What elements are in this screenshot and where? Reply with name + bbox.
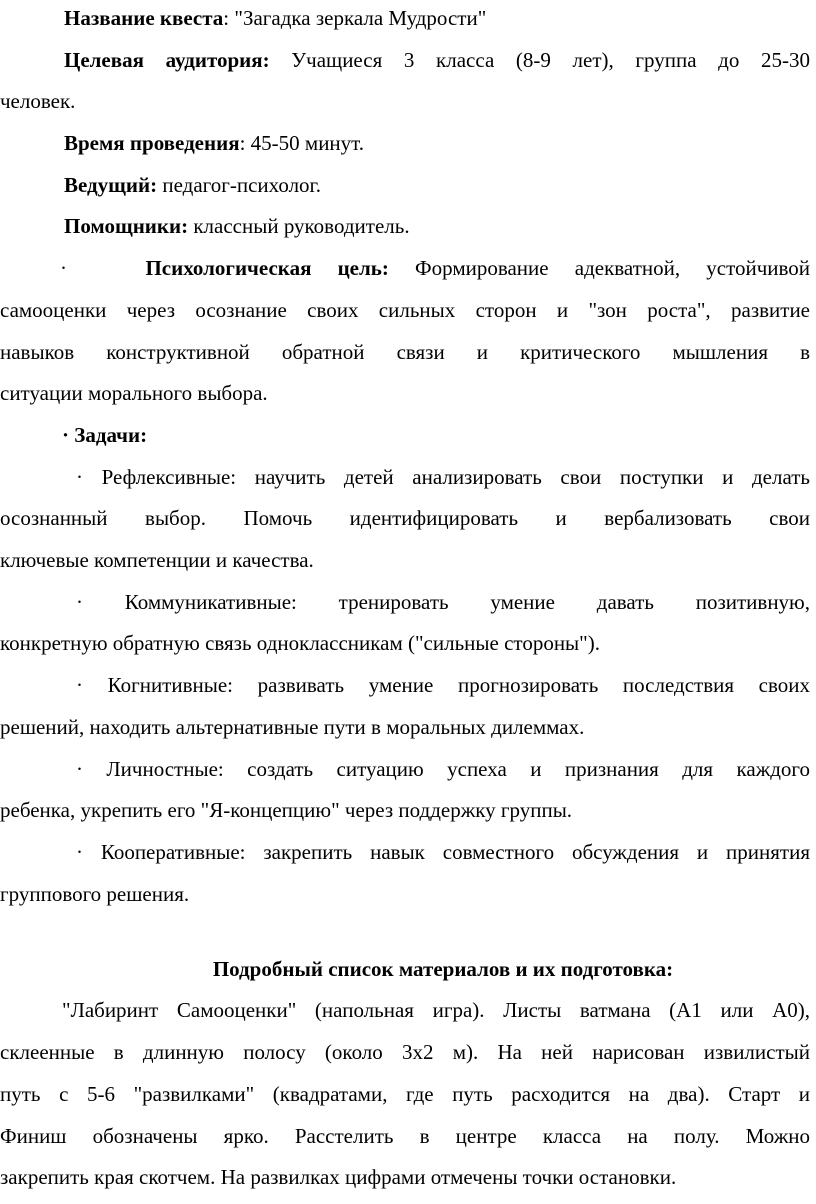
task-communicative-text-2: конкретную обратную связь одноклассникам ("сильные стороны").: [0, 631, 600, 655]
materials-line-4: [0, 1123, 810, 1149]
psych-goal-line-4: [0, 380, 268, 406]
materials-heading-text: Подробный список материалов и их подготовка:: [212, 957, 674, 981]
task-reflexive-line-2: [0, 505, 810, 531]
helpers-label: Помощники:: [64, 214, 189, 238]
psych-goal-label: Психологическая цель:: [145, 256, 389, 280]
task-communicative-line-2: [0, 630, 600, 656]
psych-goal-text-4: ситуации морального выбора.: [0, 381, 268, 405]
psych-goal-line-3: [0, 339, 810, 365]
duration-line: [64, 130, 364, 156]
tasks-heading: [62, 422, 147, 448]
materials-text-5: закрепить края скотчем. На развилках цифрами отмечены точки остановки.: [0, 1165, 677, 1189]
quest-name-line: [64, 5, 486, 31]
duration-value: : 45-50 минут.: [239, 131, 365, 155]
task-cognitive-line-2: [0, 714, 584, 740]
psych-goal-line-2: [0, 297, 810, 323]
audience-label: Целевая аудитория:: [64, 48, 270, 72]
task-cognitive-text-1: · Когнитивные: развивать умение прогнозировать последствия своих: [76, 673, 810, 697]
host-line: [64, 172, 321, 198]
quest-name-value: : "Загадка зеркала Мудрости": [223, 6, 487, 30]
task-reflexive-text-1: · Рефлексивные: научить детей анализировать свои поступки и делать: [76, 465, 810, 489]
helpers-line: [64, 213, 410, 239]
host-label: Ведущий:: [64, 173, 158, 197]
task-communicative-text-1: · Коммуникативные: тренировать умение давать позитивную,: [76, 590, 810, 614]
materials-line-1: [62, 997, 810, 1023]
materials-text-1: "Лабиринт Самооценки" (напольная игра). Листы ватмана (А1 или А0),: [62, 998, 810, 1022]
materials-heading: [0, 956, 816, 982]
task-reflexive-text-2: осознанный выбор. Помочь идентифицировать и вербализовать свои: [0, 506, 810, 530]
duration-label: Время проведения: [64, 131, 240, 155]
psych-goal-text-1: Формирование адекватной, устойчивой: [415, 256, 811, 280]
materials-text-4: Финиш обозначены ярко. Расстелить в центре класса на полу. Можно: [0, 1124, 810, 1148]
tasks-heading-text: · Задачи:: [62, 423, 148, 447]
materials-line-5: [0, 1164, 676, 1190]
task-cooperative-text-2: группового решения.: [0, 882, 190, 906]
task-personal-line-1: [76, 756, 810, 782]
task-personal-line-2: [0, 797, 572, 823]
audience-value-1: Учащиеся 3 класса (8-9 лет), группа до 25-30: [269, 48, 811, 72]
psych-goal-text-2: самооценки через осознание своих сильных сторон и "зон роста", развитие: [0, 298, 810, 322]
task-cooperative-text-1: · Кооперативные: закрепить навык совместного обсуждения и принятия: [76, 840, 810, 864]
materials-text-3: путь с 5-6 "развилками" (квадратами, где путь расходится на два). Старт и: [0, 1082, 810, 1106]
audience-value-2: человек.: [0, 89, 76, 113]
materials-line-3: [0, 1081, 810, 1107]
task-reflexive-line-1: [76, 464, 810, 490]
task-personal-text-1: · Личностные: создать ситуацию успеха и признания для каждого: [76, 757, 810, 781]
task-communicative-line-1: [76, 589, 810, 615]
quest-name-label: Название квеста: [64, 6, 224, 30]
audience-line-2: [0, 88, 75, 114]
materials-line-2: [0, 1039, 810, 1065]
psych-goal-line-1: [60, 255, 810, 281]
helpers-value: классный руководитель.: [188, 214, 410, 238]
task-cooperative-line-1: [76, 839, 810, 865]
psych-goal-text-3: навыков конструктивной обратной связи и критического мышления в: [0, 340, 810, 364]
task-cooperative-line-2: [0, 881, 189, 907]
task-cognitive-line-1: [76, 672, 810, 698]
psych-goal-bullet: ·: [60, 256, 67, 280]
audience-line-1: [64, 47, 810, 73]
task-reflexive-line-3: [0, 547, 314, 573]
task-reflexive-text-3: ключевые компетенции и качества.: [0, 548, 314, 572]
host-value: педагог-психолог.: [157, 173, 322, 197]
materials-text-2: склеенные в длинную полосу (около 3х2 м). На ней нарисован извилистый: [0, 1040, 810, 1064]
task-cognitive-text-2: решений, находить альтернативные пути в моральных дилеммах.: [0, 715, 585, 739]
task-personal-text-2: ребенка, укрепить его "Я-концепцию" через поддержку группы.: [0, 798, 573, 822]
